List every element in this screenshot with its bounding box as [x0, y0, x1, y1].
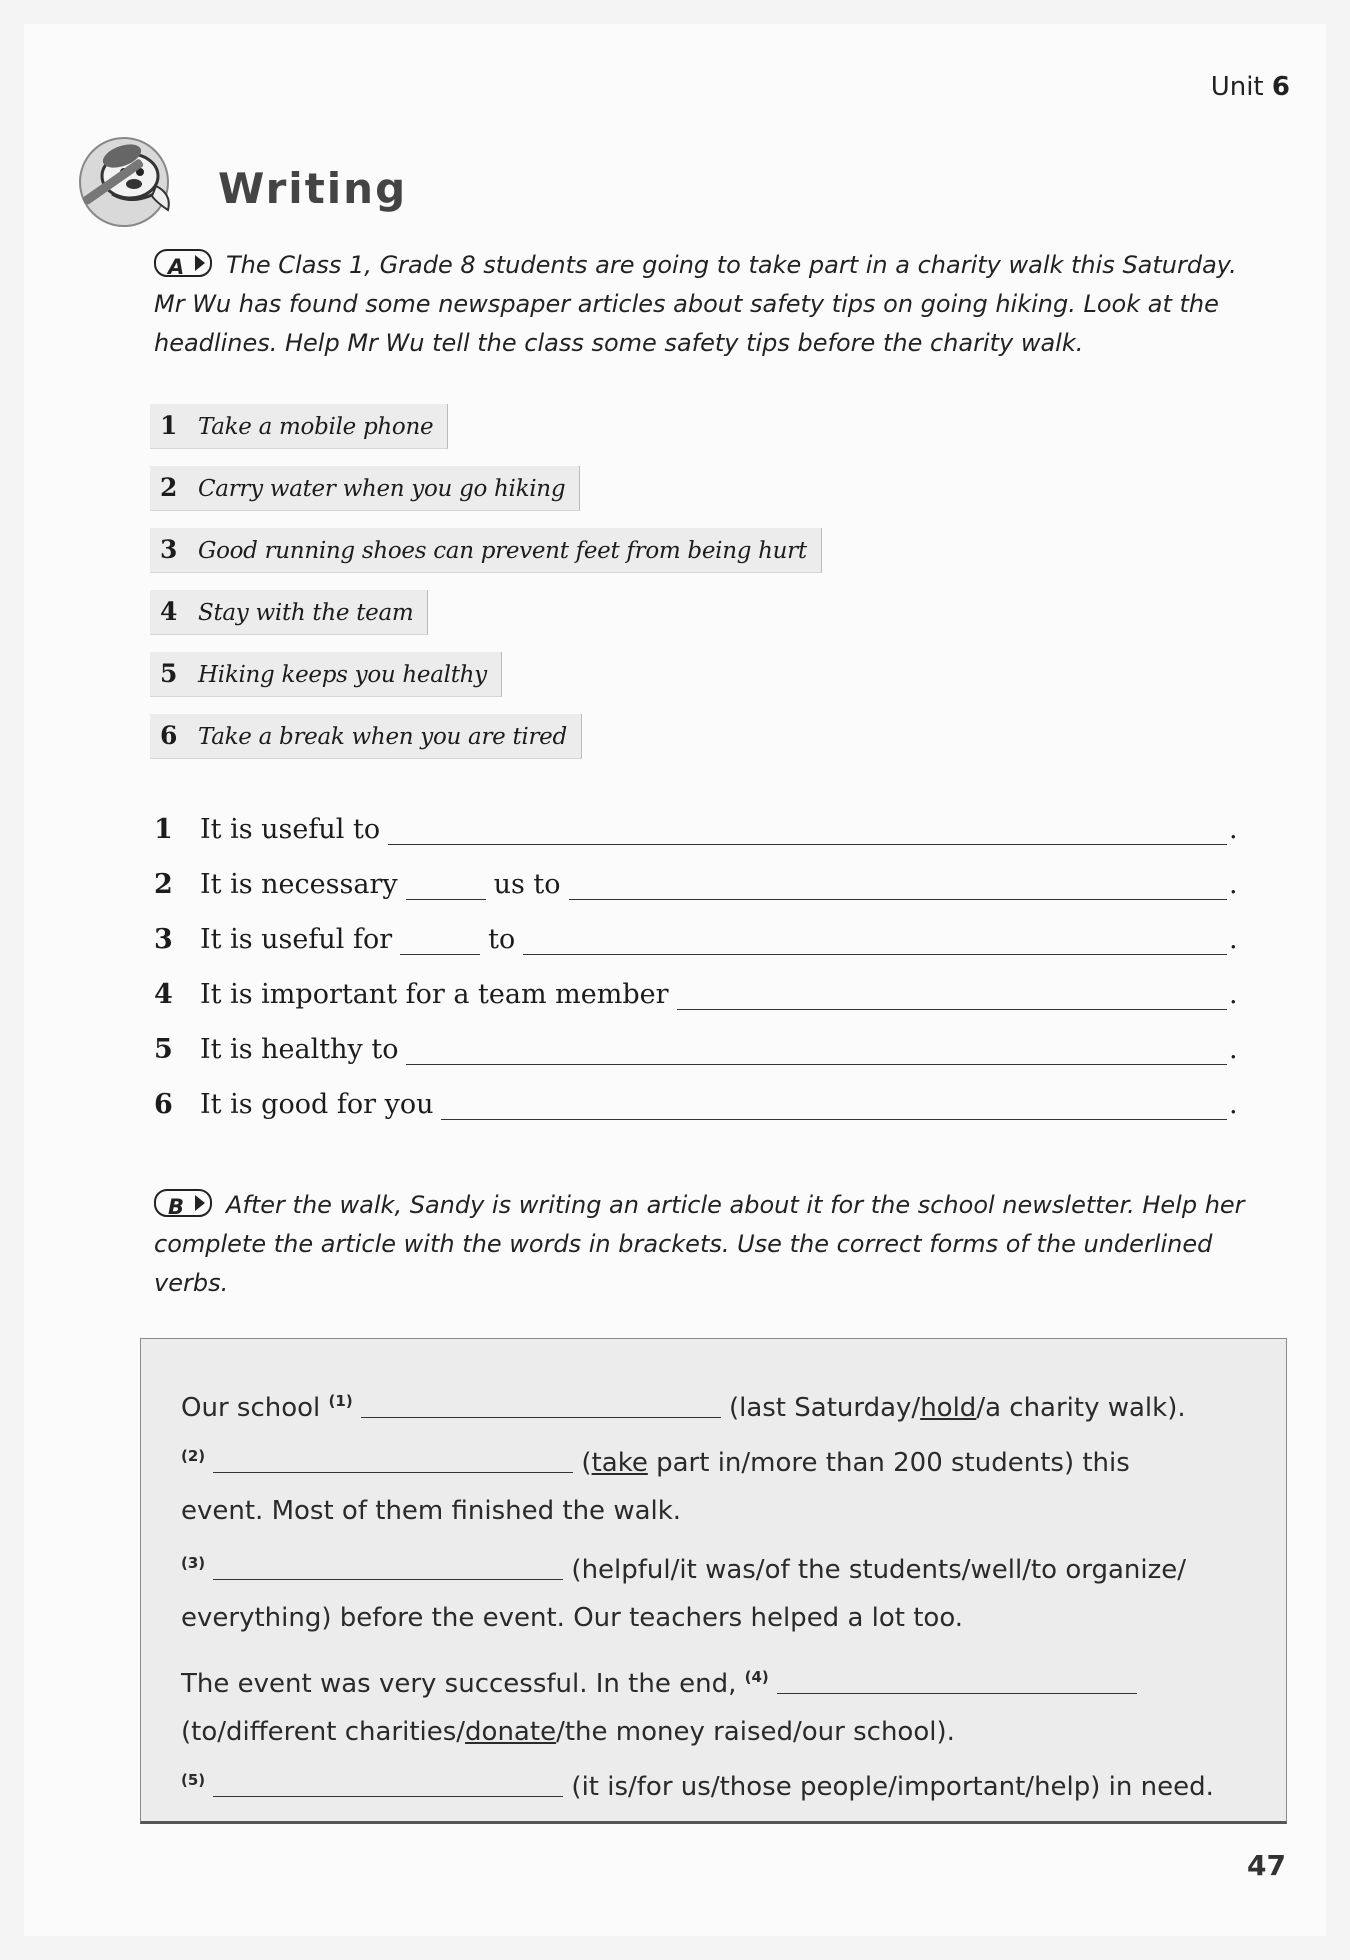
- sentence-item: 4 It is important for a team member .: [154, 979, 1238, 1010]
- article-box: [140, 1338, 1287, 1824]
- sentence-item: 5 It is healthy to .: [154, 1034, 1238, 1065]
- answer-blank[interactable]: [400, 924, 480, 955]
- answer-blank[interactable]: [569, 869, 1227, 900]
- page-number: 47: [1247, 1849, 1286, 1882]
- article-blank-4[interactable]: [777, 1667, 1137, 1694]
- answer-blank[interactable]: [677, 979, 1227, 1010]
- answer-blank[interactable]: [388, 814, 1227, 845]
- part-b-instruction: B After the walk, Sandy is writing an article about it for the school newsletter. Help her complete the article with the words in brackets. Use the correct forms of the underlined verbs.: [154, 1191, 1245, 1297]
- article-paragraph-1: Our school $^{(1)}$ (last Saturday/hold/a charity walk). $^{(2)}$ (take part in/more than 200 students) this event. Most of them finished the walk.: [181, 1392, 1186, 1526]
- headline-item: 4 Stay with the team: [150, 590, 428, 635]
- sentence-item: 3 It is useful for to .: [154, 924, 1238, 955]
- sentence-item: 2 It is necessary us to .: [154, 869, 1238, 900]
- unit-label: Unit 6: [1210, 72, 1290, 102]
- answer-blank[interactable]: [406, 1034, 1227, 1065]
- answer-blank[interactable]: [523, 924, 1227, 955]
- headline-list: [150, 404, 822, 776]
- headline-item: 5 Hiking keeps you healthy: [150, 652, 502, 697]
- section-title: Writing: [218, 164, 408, 213]
- part-b-tag: B: [154, 1189, 212, 1217]
- headline-item: 6 Take a break when you are tired: [150, 714, 582, 759]
- article-blank-2[interactable]: [213, 1446, 573, 1473]
- sentence-item: 6 It is good for you .: [154, 1089, 1238, 1120]
- article-paragraph-3: The event was very successful. In the end, $^{(4)}$ (to/different charities/donate/the money raised/our school). $^{(5)}$ (it is/for us/those people/important/help) in need.: [181, 1668, 1214, 1802]
- headline-item: 2 Carry water when you go hiking: [150, 466, 580, 511]
- headline-item: 1 Take a mobile phone: [150, 404, 448, 449]
- part-a-tag: A: [154, 249, 212, 277]
- sentence-list: [154, 790, 1239, 1120]
- part-a-instruction: A The Class 1, Grade 8 students are going to take part in a charity walk this Saturday. Mr Wu has found some newspaper articles about safety tips on going hiking. Look at the headlines. Help Mr Wu tell the class some safety tips before the charity walk.: [154, 251, 1237, 357]
- article-paragraph-2: $^{(3)}$ (helpful/it was/of the students/well/to organize/ everything) before the event. Our teachers helped a lot too.: [181, 1554, 1187, 1633]
- sentence-item: 1 It is useful to .: [154, 814, 1238, 845]
- article-blank-1[interactable]: [361, 1391, 721, 1418]
- article-blank-5[interactable]: [213, 1770, 563, 1797]
- answer-blank[interactable]: [406, 869, 486, 900]
- headline-item: 3 Good running shoes can prevent feet from being hurt: [150, 528, 822, 573]
- article-blank-3[interactable]: [213, 1553, 563, 1580]
- answer-blank[interactable]: [441, 1089, 1227, 1120]
- dog-writing-icon: [72, 124, 212, 234]
